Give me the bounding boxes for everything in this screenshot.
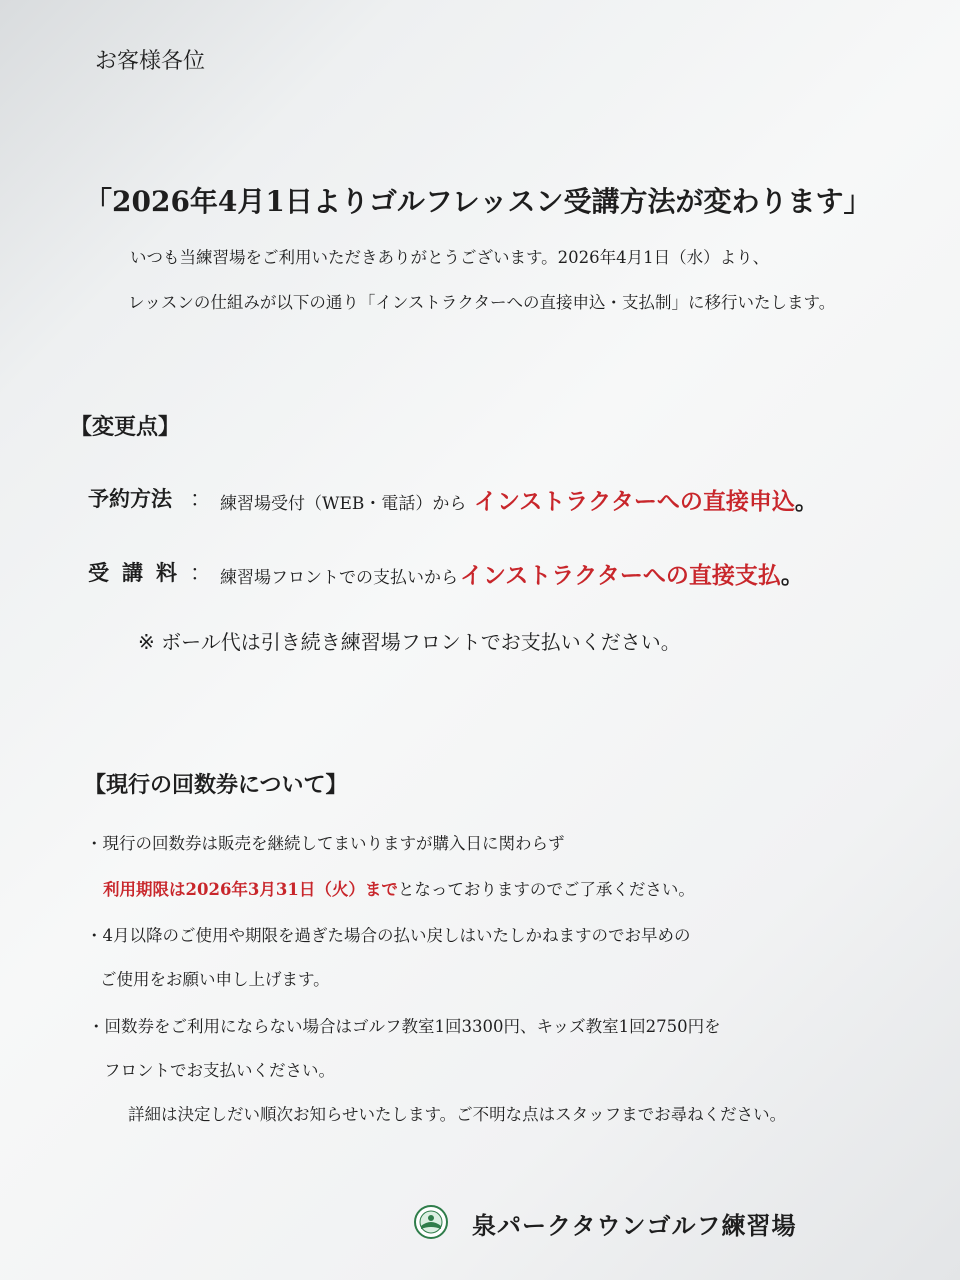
addressee: お客様各位 <box>95 49 206 74</box>
ticket-bullet-3: ・回数券をご利用にならない場合はゴルフ教室1回3300円、キッズ教室1回2750円を <box>88 1017 721 1036</box>
expiry-rest: となっておりますのでご了承ください。 <box>397 880 695 899</box>
reservation-highlight: インストラクターへの直接申込 <box>474 489 795 515</box>
reservation-period: 。 <box>794 488 818 515</box>
fee-colon: ： <box>190 561 211 585</box>
fee-old-method: 練習場フロントでの支払いから <box>220 568 458 588</box>
fee-new-method <box>460 557 804 590</box>
ticket-bullet-2-continued: ご使用をお願い申し上げます。 <box>100 970 330 989</box>
ticket-bullet-1: ・現行の回数券は販売を継続してまいりますが購入日に関わらず <box>86 834 565 853</box>
intro-line-2: レッスンの仕組みが以下の通り「インストラクターへの直接申込・支払制」に移行いたします。 <box>128 293 836 312</box>
reservation-new-method <box>474 483 818 516</box>
tickets-heading: 【現行の回数券について】 <box>84 773 348 798</box>
changes-heading: 【変更点】 <box>70 414 181 440</box>
fee-highlight: インストラクターへの直接支払 <box>460 563 781 589</box>
golf-club-emblem-icon <box>414 1205 448 1239</box>
facility-name: 泉パークタウンゴルフ練習場 <box>472 1212 797 1240</box>
ticket-bullet-1-continued <box>103 876 695 900</box>
fee-period: 。 <box>780 562 804 589</box>
notice-title: 「2026年4月1日よりゴルフレッスン受講方法が変わります」 <box>84 185 872 218</box>
ball-fee-note: ※ ボール代は引き続き練習場フロントでお支払いください。 <box>138 630 681 654</box>
ticket-bullet-2: ・4月以降のご使用や期限を過ぎた場合の払い戻しはいたしかねますのでお早めの <box>86 926 691 945</box>
expiry-highlight: 利用期限は2026年3月31日（火）まで <box>103 880 398 899</box>
intro-line-1: いつも当練習場をご利用いただきありがとうございます。2026年4月1日（水）より、 <box>130 248 770 267</box>
reservation-label: 予約方法 <box>88 487 172 511</box>
ticket-bullet-3-continued: フロントでお支払いください。 <box>104 1061 335 1080</box>
fee-label: 受講料 <box>88 561 190 585</box>
closing-note: 詳細は決定しだい順次お知らせいたします。ご不明な点はスタッフまでお尋ねください。 <box>128 1105 787 1124</box>
reservation-old-method: 練習場受付（WEB・電話）から <box>220 494 467 514</box>
reservation-colon: ： <box>190 487 211 511</box>
